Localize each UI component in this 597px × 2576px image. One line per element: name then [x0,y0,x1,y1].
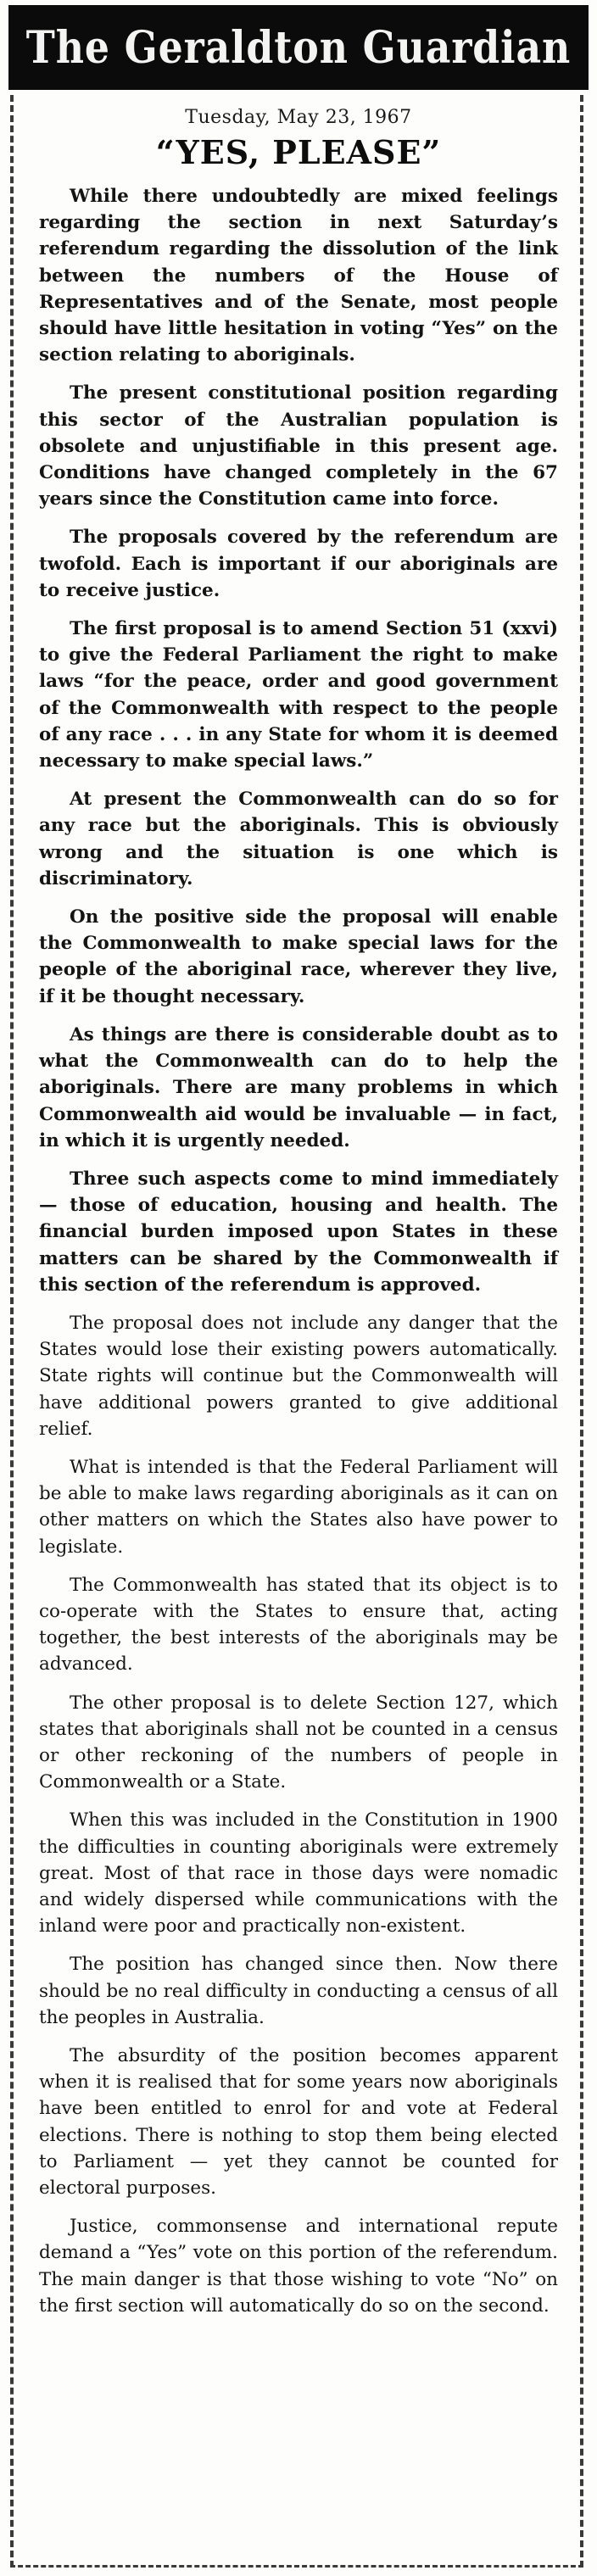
article-paragraph: When this was included in the Constitution in 1900 the difficulties in counting aboriginals were extremely great. Most of that race in those days were nomadic and widely dispersed while communications with the inland were poor and practically non-existent. [39,1809,558,1938]
article-paragraph: At present the Commonwealth can do so for any race but the aboriginals. This is obviously wrong and the situation is one which is discriminatory. [39,789,558,889]
article-paragraph: What is intended is that the Federal Parliament will be able to make laws regarding aboriginals as it can on other matters on which the States also have power to legislate. [39,1456,558,1558]
article-paragraph: As things are there is considerable doubt as to what the Commonwealth can do to help the aboriginals. There are many problems in which Commonwealth aid would be invaluable — in fact, in which it is urgently needed. [39,1023,558,1151]
article-paragraph: While there undoubtedly are mixed feelings regarding the section in next Saturday’s referendum regarding the dissolution of the link between the numbers of the House of Representatives and of the Senate, most people should have little hesitation in voting “Yes” on the section relating to aboriginals. [39,186,558,366]
article-paragraph: The absurdity of the position becomes apparent when it is realised that for some years now aboriginals have been entitled to enrol for and vote at Federal elections. There is nothing to stop them being elected to Parliament — yet they cannot be counted for electoral purposes. [39,2045,558,2200]
article-paragraph: The proposals covered by the referendum are twofold. Each is important if our aboriginals are to receive justice. [39,527,558,601]
masthead-banner [8,5,589,90]
article-paragraph: Three such aspects come to mind immediately — those of education, housing and health. The financial burden imposed upon States in these matters can be shared by the Commonwealth if this section of the referendum is approved. [39,1168,558,1296]
article-paragraph: The first proposal is to amend Section 51 (xxvi) to give the Federal Parliament the right to make laws “for the peace, order and good government of the Commonwealth with respect to the people of any race . . . in any State for whom it is deemed necessary to make special laws.” [39,618,558,772]
article-paragraph: The position has changed since then. Now there should be no real difficulty in conducting a census of all the peoples in Australia. [39,1954,558,2028]
article-paragraph: Justice, commonsense and international repute demand a “Yes” vote on this portion of the referendum. The main danger is that those wishing to vote “No” on the first section will automatically do so on the second. [39,2216,558,2317]
article-headline: “YES, PLEASE” [155,133,442,171]
article-paragraph: The present constitutional position regarding this sector of the Australian population is obsolete and unjustifiable in this present age. Conditions have changed completely in the 67 years since the Constitution came into force. [39,382,558,510]
article-paragraph: The Commonwealth has stated that its object is to co-operate with the States to ensure that, acting together, the best interests of the aboriginals may be advanced. [39,1574,558,1676]
article-body [39,105,558,2331]
masthead-title: The Geraldton Guardian [25,21,572,74]
article-paragraph: The proposal does not include any danger that the States would lose their existing powers automatically. State rights will continue but the Commonwealth will have additional powers granted to give additional relief. [39,1312,558,1440]
article-date: Tuesday, May 23, 1967 [185,107,412,128]
article-paragraph: On the positive side the proposal will enable the Commonwealth to make special laws for the people of the aboriginal race, wherever they live, if it be thought necessary. [39,906,558,1007]
article-paragraph: The other proposal is to delete Section 127, which states that aboriginals shall not be counted in a census or other reckoning of the numbers of people in Commonwealth or a State. [39,1692,558,1793]
